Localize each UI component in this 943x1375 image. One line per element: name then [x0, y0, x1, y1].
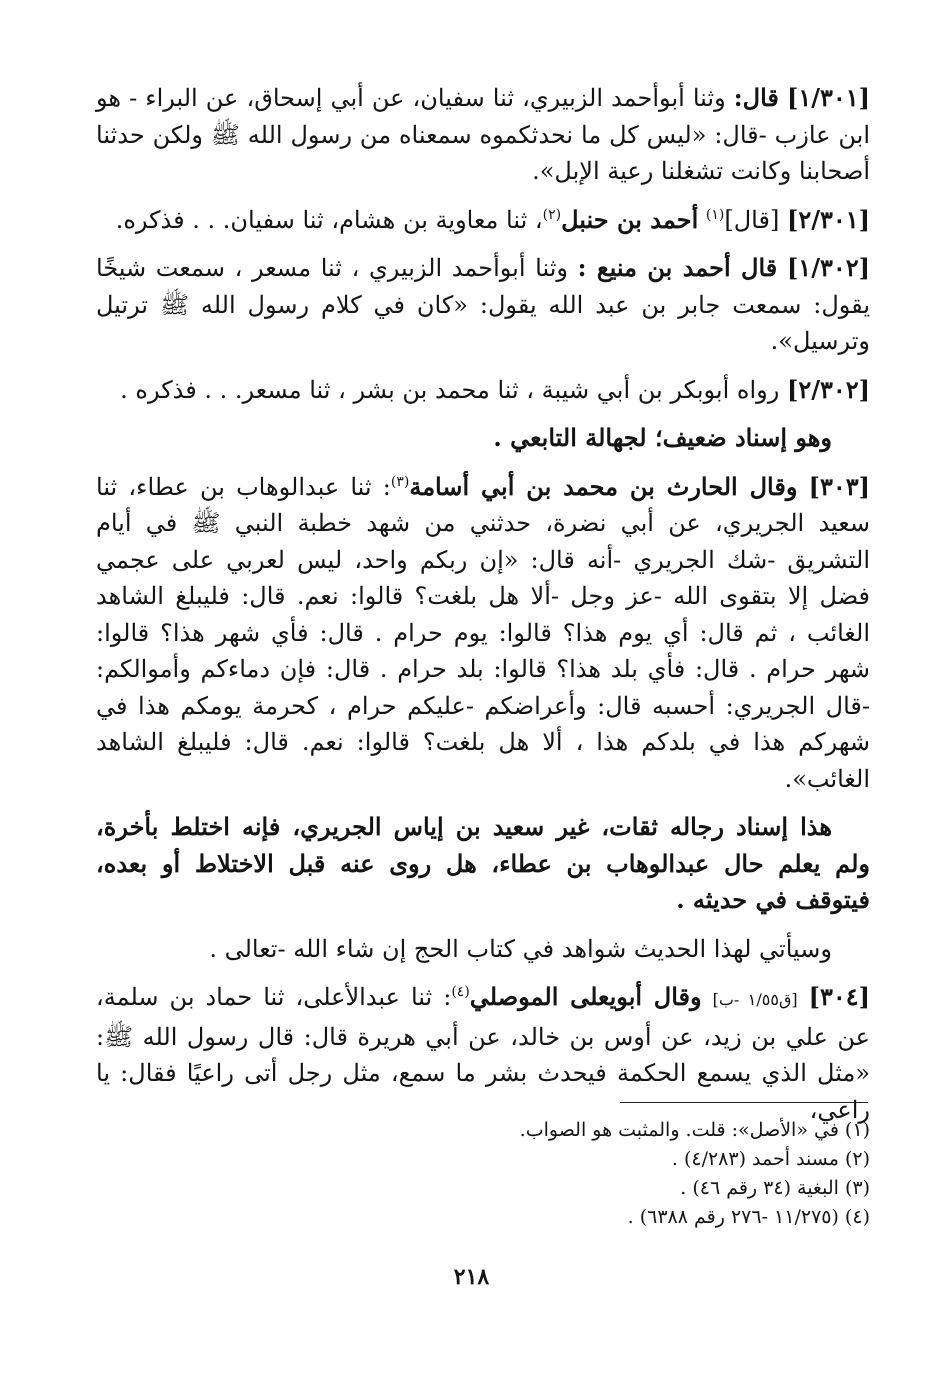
hadith-number: [٢/٣٠٢] — [786, 374, 870, 404]
grading-note: هذا إسناد رجاله ثقات، غير سعيد بن إياس الجريري، فإنه اختلط بأخرة، ولم يعلم حال عبدالوهاب بن عطاء، هل روى عنه قبل الاختلاط أو بعده، فيتوقف في حديثه . — [96, 812, 870, 914]
narrator-intro: وقال الحارث بن محمد بن أبي أسامة — [409, 471, 798, 501]
hadith-304 — [96, 979, 870, 1128]
narrator-name: أحمد بن حنبل — [561, 204, 699, 234]
grading-note: وهو إسناد ضعيف؛ لجهالة التابعي . — [493, 423, 832, 452]
hadith-number: [١/٣٠١] — [786, 83, 870, 112]
footnote-ref[interactable]: (٣) — [390, 473, 410, 490]
hadith-text: وثنا أبوأحمد الزبيري، ثنا سفيان، عن أبي إسحاق، عن البراء - هو ابن عازب -قال: «ليس كل ما نحدثكموه سمعناه من رسول الله ﷺ ولكن حدثنا أصحابنا وكانت تشغلنا رعية الإبل». — [96, 84, 870, 185]
footnote-ref[interactable]: (١) — [705, 206, 725, 223]
footnote-3: (٣) البغية (٣٤ رقم ٤٦) . — [680, 1177, 870, 1199]
narrator-intro: وقال أبويعلى الموصلي — [469, 982, 702, 1011]
footnote-4: (٤) (١١/٢٧٥ -٢٧٦ رقم ٦٣٨٨) . — [627, 1206, 870, 1228]
page-number: ٢١٨ — [453, 1264, 490, 1290]
hadith-302-1 — [96, 250, 870, 360]
hadith-text: ، ثنا معاوية بن هشام، ثنا سفيان. . . فذكره. — [115, 205, 543, 234]
manuscript-folio-ref: [ق١/٥٥ -ب] — [712, 990, 798, 1009]
footnote-ref[interactable]: (٢) — [542, 206, 562, 223]
hadith-text: : ثنا عبدالوهاب بن عطاء، ثنا سعيد الجريري، عن أبي نضرة، حدثني من شهد خطبة النبي ﷺ في أيام التشريق -شك الجريري -أنه قال: «إن ربكم واحد، ليس لعربي على عجمي فضل إلا بتقوى الله -عز وجل -ألا هل بلغت؟ قالوا: نعم. قال: فليبلغ الشاهد الغائب ، ثم قال: أي يوم هذا؟ قالوا: يوم حرام . قال: فأي شهر هذا؟ قالوا: شهر حرام . قال: فأي بلد هذا؟ قالوا: بلد حرام . قال: فإن دماءكم وأموالكم: -قال الجريري: أحسبه قال: وأعراضكم -عليكم حرام ، كحرمة يومكم هذا في شهركم هذا في بلدكم هذا ، ألا هل بلغت؟ قالوا: نعم. قال: فليبلغ الشاهد الغائب». — [96, 472, 870, 793]
footnote-2: (٢) مسند أحمد (٤/٢٨٣) . — [671, 1148, 870, 1170]
hadith-303 — [96, 469, 870, 798]
hadith-text: رواه أبوبكر بن أبي شيبة ، ثنا محمد بن بشر ، ثنا مسعر. . . فذكره . — [120, 375, 780, 404]
hadith-number: [٣٠٤] — [808, 982, 871, 1011]
hadith-302-2 — [96, 372, 870, 409]
footnote-ref[interactable]: (٤) — [451, 984, 470, 1000]
footnotes — [96, 1116, 870, 1232]
narrator-intro: قال: — [733, 83, 779, 112]
hadith-number: [٢/٣٠١] — [786, 204, 870, 234]
hadith-301-1 — [96, 80, 870, 190]
cross-reference-note: وسيأتي لهذا الحديث شواهد في كتاب الحج إن شاء الله -تعالى . — [209, 934, 832, 963]
page-body — [96, 80, 870, 1140]
footnote-separator — [620, 1102, 868, 1103]
hadith-301-2 — [96, 202, 870, 239]
hadith-text: : ثنا عبدالأعلى، ثنا حماد بن سلمة، عن علي بن زيد، عن أوس بن خالد، عن أبي هريرة قال: قال رسول الله ﷺ: «مثل الذي يسمع الحكمة فيحدث بشر ما سمع، مثل رجل أتى راعيًا فقال: يا راعي، — [96, 983, 870, 1124]
footnote-1: (١) في «الأصل»: قلت. والمثبت هو الصواب. — [519, 1119, 870, 1141]
bracketed-qala: [قال] — [724, 205, 780, 234]
hadith-number: [٣٠٣] — [808, 471, 870, 501]
hadith-text: وثنا أبوأحمد الزبيري ، ثنا مسعر ، سمعت شيخًا يقول: سمعت جابر بن عبد الله يقول: «كان في كلام رسول الله ﷺ ترتيل وترسيل». — [96, 254, 870, 355]
narrator-intro: قال أحمد بن منيع : — [577, 253, 778, 282]
hadith-number: [١/٣٠٢] — [786, 253, 870, 282]
